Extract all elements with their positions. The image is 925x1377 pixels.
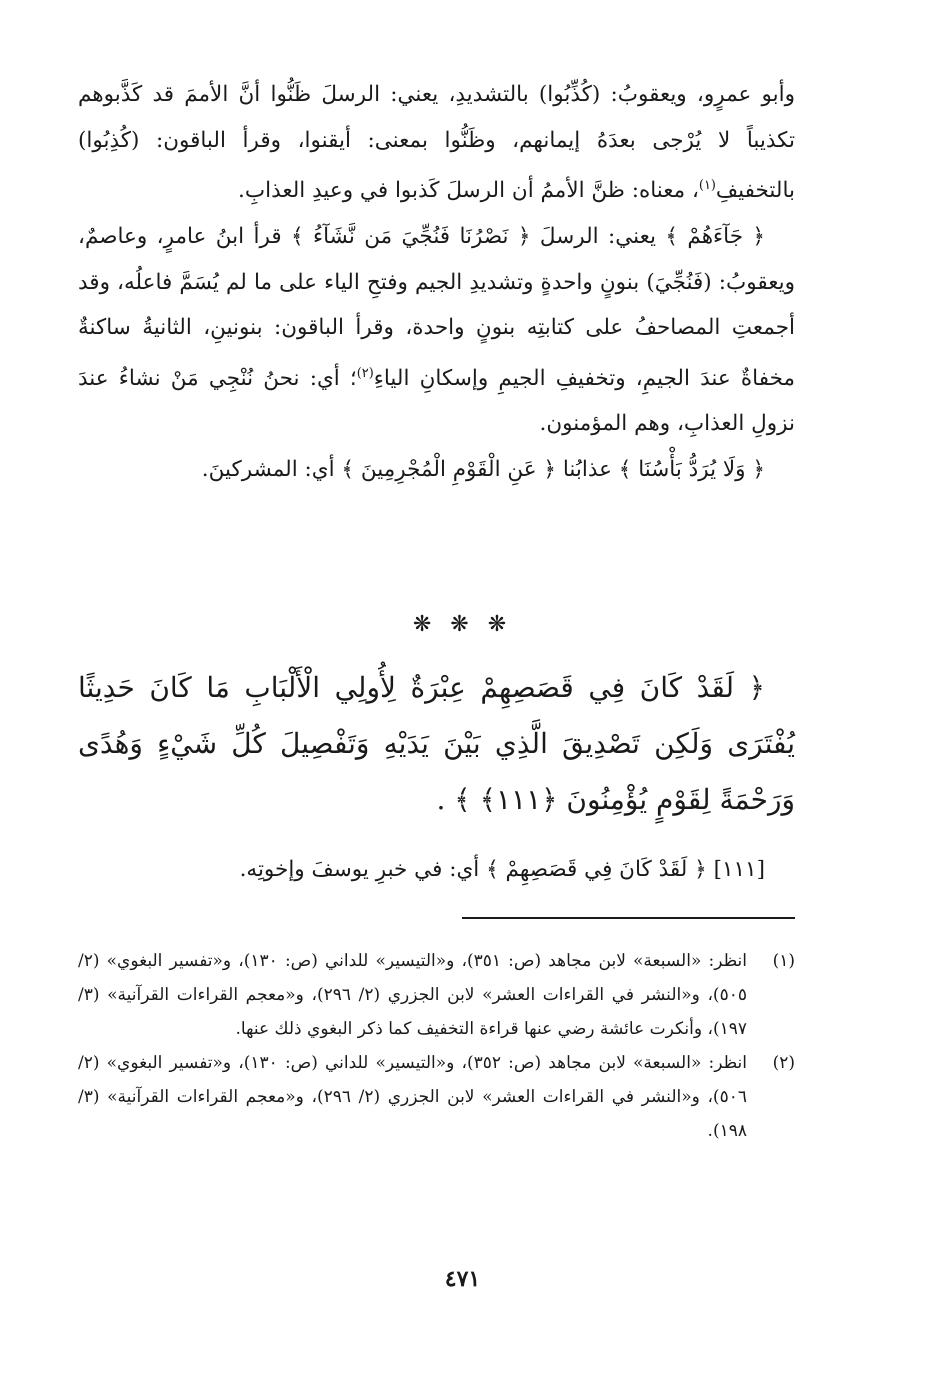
verse-text: ﴿ لَقَدْ كَانَ فِي قَصَصِهِمْ عِبْرَةٌ لِأُولِي الْأَلْبَابِ مَا كَانَ حَدِيثًا يُفْتَرَى وَلَكِن تَصْدِيقَ الَّذِي بَيْنَ يَدَيْهِ وَتَفْصِيلَ كُلِّ شَيْءٍ وَهُدًى وَرَحْمَةً لِقَوْمٍ يُؤْمِنُونَ ﴿١١١﴾ ﴾ . [78, 671, 795, 816]
footnote-ref: (١) [698, 178, 716, 194]
paragraph-text: وأبو عمرٍو، ويعقوبُ: (كُذِّبُوا) بالتشديدِ، يعني: الرسلَ ظَنُّوا أنَّ الأممَ قد كَذَّبوهم تكذيباً لا يُرْجى بعدَهُ إيمانهم، وظَنُّوا بمعنى: أيقنوا، وقرأ الباقون: (كُذِبُوا) بالتخفيفِ [78, 82, 795, 204]
paragraph: ﴿ وَلَا يُرَدُّ بَأْسُنَا ﴾ عذابُنا ﴿ عَنِ الْقَوْمِ الْمُجْرِمِينَ ﴾ أي: المشركينَ. [201, 457, 765, 483]
paragraph-text: ، معناه: ظنَّ الأممُ أن الرسلَ كَذبوا في وعيدِ العذابِ. [238, 178, 699, 204]
paragraph-text: ؛ أي: نحنُ نُنْجِي مَنْ نشاءُ عندَ نزولِ العذابِ، وهم المؤمنون. [78, 365, 795, 437]
verse-commentary: [١١١] ﴿ لَقَدْ كَانَ فِي قَصَصِهِمْ ﴾ أي: في خبرِ يوسفَ وإخوتِه. [239, 857, 765, 882]
section-separator: ❋ ❋ ❋ [412, 612, 513, 637]
footnote-text: انظر: «السبعة» لابن مجاهد (ص: ٣٥١)، و«التيسير» للداني (ص: ١٣٠)، و«تفسير البغوي» (٢/ ٥٠٥)، و«النشر في القراءات العشر» لابن الجزري (٢/ ٢٩٦)، و«معجم القراءات القرآنية» (٣/ ١٩٧)، وأنكرت عائشة رضي عنها قراءة التخفيف كما ذكر البغوي ذلك عنها. [78, 951, 747, 1039]
footnote [78, 944, 795, 1046]
paragraph [78, 214, 795, 447]
footnotes [78, 944, 795, 1148]
footnote-ref: (٢) [356, 365, 374, 381]
paragraph [78, 72, 795, 214]
footnote-number: (٢) [772, 1053, 795, 1073]
footnote-divider [462, 917, 795, 919]
footnote-number: (١) [772, 951, 795, 971]
paragraph-text: ﴿ جَآءَهُمْ ﴾ يعني: الرسلَ ﴿ نَصْرُنَا فَنُجِّيَ مَن نَّشَآءُ ﴾ قرأ ابنُ عامرٍ، وعاصمٌ، ويعقوبُ: (فَنُجِّيَ) بنونٍ واحدةٍ وتشديدِ الجيم وفتحِ الياء على ما لم يُسَمَّ فاعلُه، وقد أجمعتِ المصاحفُ على كتابتِه بنونٍ واحدة، وقرأ الباقون: بنونينِ، الثانيةُ ساكنةٌ مخفاةٌ عندَ الجيمِ، وتخفيفِ الجيمِ وإسكانِ الياءِ [78, 223, 795, 391]
footnote [78, 1046, 795, 1148]
quran-verse [78, 660, 795, 828]
main-text [78, 72, 795, 493]
footnote-text: انظر: «السبعة» لابن مجاهد (ص: ٣٥٢)، و«التيسير» للداني (ص: ١٣٠)، و«تفسير البغوي» (٢/ ٥٠٦)، و«النشر في القراءات العشر» لابن الجزري (٢/ ٢٩٦)، و«معجم القراءات القرآنية» (٣/ ١٩٨). [78, 1053, 747, 1141]
page-number: ٤٧١ [444, 1266, 481, 1292]
